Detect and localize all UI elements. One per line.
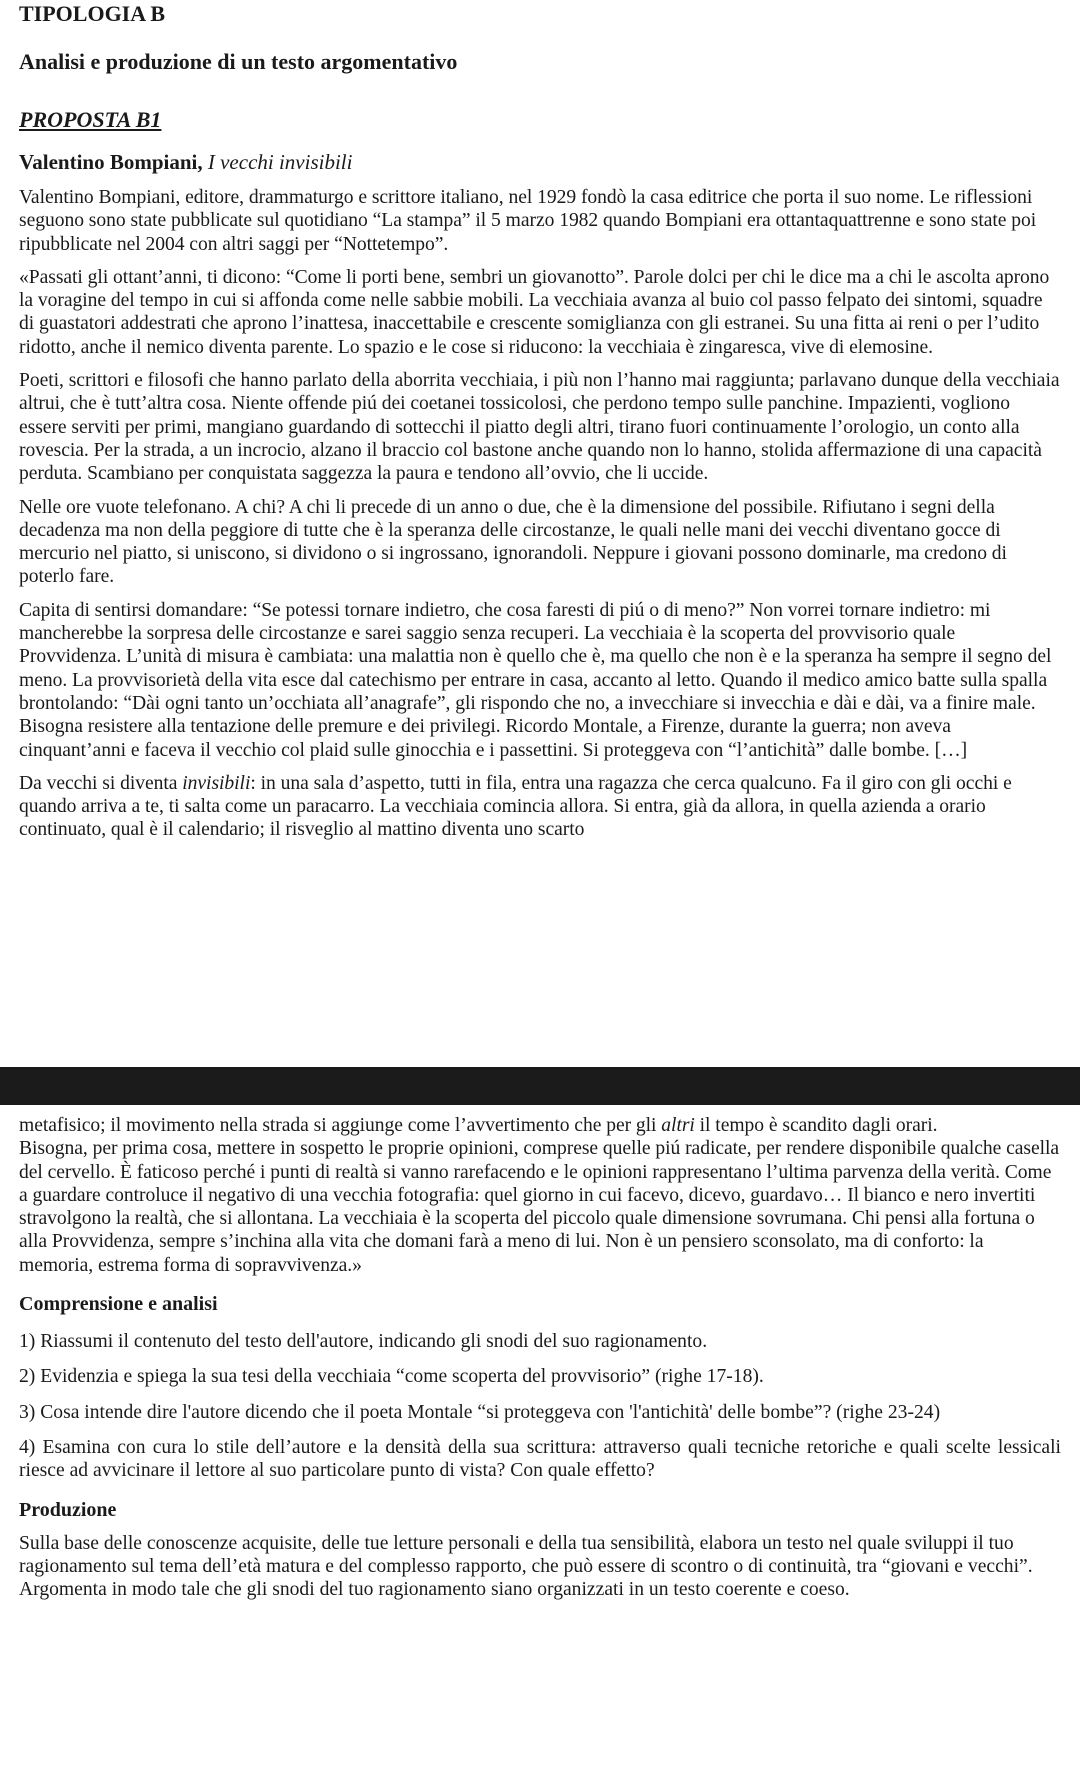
exam-subtitle: Analisi e produzione di un testo argomentativo bbox=[19, 49, 458, 74]
text-span: il tempo è scandito dagli orari. bbox=[694, 1115, 938, 1136]
italic-emphasis: altri bbox=[661, 1115, 695, 1136]
second-page-section bbox=[19, 1114, 1061, 1601]
proposta-heading: PROPOSTA B1 bbox=[19, 107, 162, 132]
text-paragraph-5 bbox=[19, 772, 1061, 842]
text-paragraph-2: Poeti, scrittori e filosofi che hanno parlato della aborrita vecchiaia, i più non l’hanno mai raggiunta; parlavano dunque della vecchiaia altrui, che è tutt’altra cosa. Niente offende piú dei coetanei tossicolosi, che perdono tempo sulle panchine. Impazienti, vogliono essere serviti per primi, mangiano guardando di sottecchi il piatto degli altri, tirano fuori continuamente l’orologio, un conto alla rovescia. Per la strada, a un incrocio, alzano il braccio col bastone anche quando non lo hanno, stolida affermazione di una capacità perduta. Scambiano per conquistata saggezza la paura e tendono all’ovvio, che li uccide. bbox=[19, 370, 1060, 485]
text-paragraph-4: Capita di sentirsi domandare: “Se potessi tornare indietro, che cosa faresti di piú o di meno?” Non vorrei tornare indietro: mi mancherebbe la sorpresa delle circostanze e sarei saggio senza recuperi. La vecchiaia è la scoperta del provvisorio quale Provvidenza. L’unità di misura è cambiata: una malattia non è quello che è, ma quello che non è e la speranza ha sempre il segno del meno. La provvisorietà della vita esce dal catechismo per entrare in casa, accanto al letto. Quando il medico amico batte sulla spalla brontolando: “Dài ogni tanto un’occhiata all’anagrafe”, gli rispondo che no, a invecchiare si invecchia e dài e dài, va a finire male. Bisogna resistere alla tentazione delle premure e dei privilegi. Ricordo Montale, a Firenze, durante la guerra; non aveva cinquant’anni e faceva il vecchio col plaid sulle ginocchia e i passettini. Si proteggeva con “l’antichità” dalle bombe. […] bbox=[19, 599, 1052, 761]
text-span: Da vecchi si diventa bbox=[19, 772, 183, 794]
question-4: 4) Esamina con cura lo stile dell’autore e la densità della sua scrittura: attraverso quali tecniche retoriche e quali scelte lessicali riesce ad avvicinare il lettore al suo particolare punto di vista? Con quale effetto? bbox=[19, 1436, 1061, 1482]
comprensione-heading: Comprensione e analisi bbox=[19, 1293, 218, 1316]
text-paragraph-6 bbox=[19, 1114, 1061, 1137]
question-1: 1) Riassumi il contenuto del testo dell'autore, indicando gli snodi del suo ragionamento. bbox=[19, 1331, 708, 1353]
tipologia-heading: TIPOLOGIA B bbox=[19, 1, 166, 26]
question-2: 2) Evidenzia e spiega la sua tesi della vecchiaia “come scoperta del provvisorio” (righe 17-18). bbox=[19, 1366, 764, 1388]
text-paragraph-1: «Passati gli ottant’anni, ti dicono: “Come li porti bene, sembri un giovanotto”. Parole dolci per chi le dice ma a chi le ascolta aprono la voragine del tempo in cui si affonda come nelle sabbie mobili. La vecchiaia avanza al buio col passo felpato dei sintomi, squadre di guastatori addestrati che aprono l’inattesa, inaccettabile e crescente somiglianza con gli estranei. Su una fitta ai reni o per l’udito ridotto, anche il nemico diventa parente. Lo spazio e le cose si riducono: la vecchiaia è zingaresca, vive di elemosine. bbox=[19, 266, 1050, 358]
text-paragraph-3: Nelle ore vuote telefonano. A chi? A chi li precede di un anno o due, che è la dimensione del possibile. Rifiutano i segni della decadenza ma non della peggiore di tutte che è la speranza delle circostanze, le quali nelle mani dei vecchi diventano gocce di mercurio nel piatto, si uniscono, si dividono o si ingrossano, ignorandoli. Neppure i giovani possono dominarle, ma credono di poterlo fare. bbox=[19, 496, 1007, 588]
text-span: metafisico; il movimento nella strada si aggiunge come l’avvertimento che per gli bbox=[19, 1115, 662, 1136]
text-span: : in una sala d’aspetto, tutti in fila, entra una ragazza che cerca qualcuno. Fa il giro con gli occhi e quando arriva a te, ti salta come un paracarro. La vecchiaia comincia allora. Si entra, già da allora, in quella azienda a orario continuato, qual è il calendario; il risveglio al mattino diventa uno scarto bbox=[19, 772, 1012, 841]
text-paragraph-7: Bisogna, per prima cosa, mettere in sospetto le proprie opinioni, comprese quelle piú radicate, per rendere disponibile qualche casella del cervello. È faticoso perché i punti di realtà si vanno rarefacendo e le opinioni rappresentano l’ultima parvenza della verità. Come a guardare controluce il negativo di una vecchia fotografia: quel giorno in cui facevo, dicevo, guardavo… Il bianco e nero invertiti stravolgono la realtà, che si allontana. La vecchiaia è la scoperta del piccolo quale dimensione sovrumana. Chi pensi alla fortuna o alla Provvidenza, sempre s’inchina alla vita che domani farà a meno di lui. Non è un pensiero sconsolato, ma di conforto: la memoria, estrema forma di sopravvivenza.» bbox=[19, 1138, 1060, 1276]
work-title: I vecchi invisibili bbox=[207, 150, 353, 174]
produzione-heading: Produzione bbox=[19, 1498, 117, 1521]
first-page-section bbox=[19, 0, 1061, 842]
italic-emphasis: invisibili bbox=[182, 772, 251, 794]
page-break-bar bbox=[0, 1067, 1080, 1105]
intro-paragraph: Valentino Bompiani, editore, drammaturgo e scrittore italiano, nel 1929 fondò la casa editrice che porta il suo nome. Le riflessioni seguono sono state pubblicate sul quotidiano “La stampa” il 5 marzo 1982 quando Bompiani era ottantaquattrenne e sono state poi ripubblicate nel 2004 con altri saggi per “Nottetempo”. bbox=[19, 187, 1037, 255]
author-line bbox=[19, 148, 1061, 176]
question-3: 3) Cosa intende dire l'autore dicendo che il poeta Montale “si proteggeva con 'l'antichità' delle bombe”? (righe 23-24) bbox=[19, 1401, 941, 1423]
author-name: Valentino Bompiani, bbox=[19, 150, 208, 174]
produzione-text: Sulla base delle conoscenze acquisite, delle tue letture personali e della tua sensibilità, elabora un testo nel quale sviluppi il tuo ragionamento sul tema dell’età matura e del complesso rapporto, che può essere di scontro o di continuità, tra “giovani e vecchi”. Argomenta in modo tale che gli snodi del tuo ragionamento siano organizzati in un testo coerente e coeso. bbox=[19, 1532, 1033, 1601]
